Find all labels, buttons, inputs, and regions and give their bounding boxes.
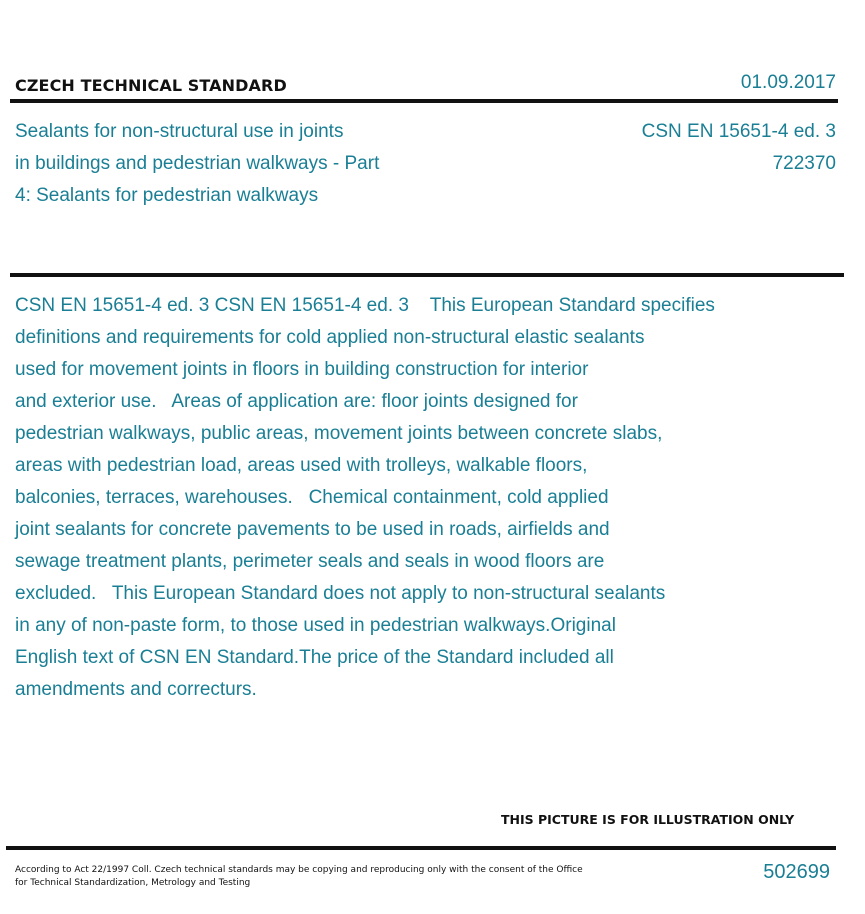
legal-notice [15,864,583,890]
abstract-line: pedestrian walkways, public areas, movement joints between concrete slabs, [15,423,663,444]
illustration-disclaimer: THIS PICTURE IS FOR ILLUSTRATION ONLY [501,812,795,827]
standard-title-line: 4: Sealants for pedestrian walkways [15,185,319,206]
document-number: 502699 [763,861,830,883]
abstract-line: areas with pedestrian load, areas used with trolleys, walkable floors, [15,455,588,476]
abstract-line: and exterior use. Areas of application are: floor joints designed for [15,391,578,412]
standard-identifiers [642,116,836,180]
document-type-heading: CZECH TECHNICAL STANDARD [15,76,287,95]
abstract-line: balconies, terraces, warehouses. Chemical containment, cold applied [15,487,609,508]
publication-date: 01.09.2017 [740,72,836,93]
classification-code: 722370 [772,153,836,174]
standard-title [15,116,455,212]
abstract-line: used for movement joints in floors in building construction for interior [15,359,589,380]
standard-designation: CSN EN 15651-4 ed. 3 [641,121,836,142]
abstract-line: excluded. This European Standard does not apply to non-structural sealants [15,583,666,604]
footer-divider [6,846,836,850]
title-divider [10,273,844,277]
abstract-line: CSN EN 15651-4 ed. 3 CSN EN 15651-4 ed. 3 This European Standard specifies [15,295,715,316]
abstract-line: joint sealants for concrete pavements to be used in roads, airfields and [15,519,610,540]
header-divider [10,99,838,103]
abstract-line: English text of CSN EN Standard.The price of the Standard included all [15,647,614,668]
abstract-line: in any of non-paste form, to those used in pedestrian walkways.Original [15,615,616,636]
standard-title-line: in buildings and pedestrian walkways - Part [15,153,380,174]
abstract-line: definitions and requirements for cold applied non-structural elastic sealants [15,327,645,348]
abstract-line: amendments and correcturs. [15,679,257,700]
legal-notice-line: for Technical Standardization, Metrology and Testing [15,878,251,888]
standard-title-line: Sealants for non-structural use in joints [15,121,344,142]
abstract-line: sewage treatment plants, perimeter seals and seals in wood floors are [15,551,605,572]
abstract-text [15,290,845,706]
legal-notice-line: According to Act 22/1997 Coll. Czech technical standards may be copying and reproducing only with the consent of the Office [15,865,583,875]
